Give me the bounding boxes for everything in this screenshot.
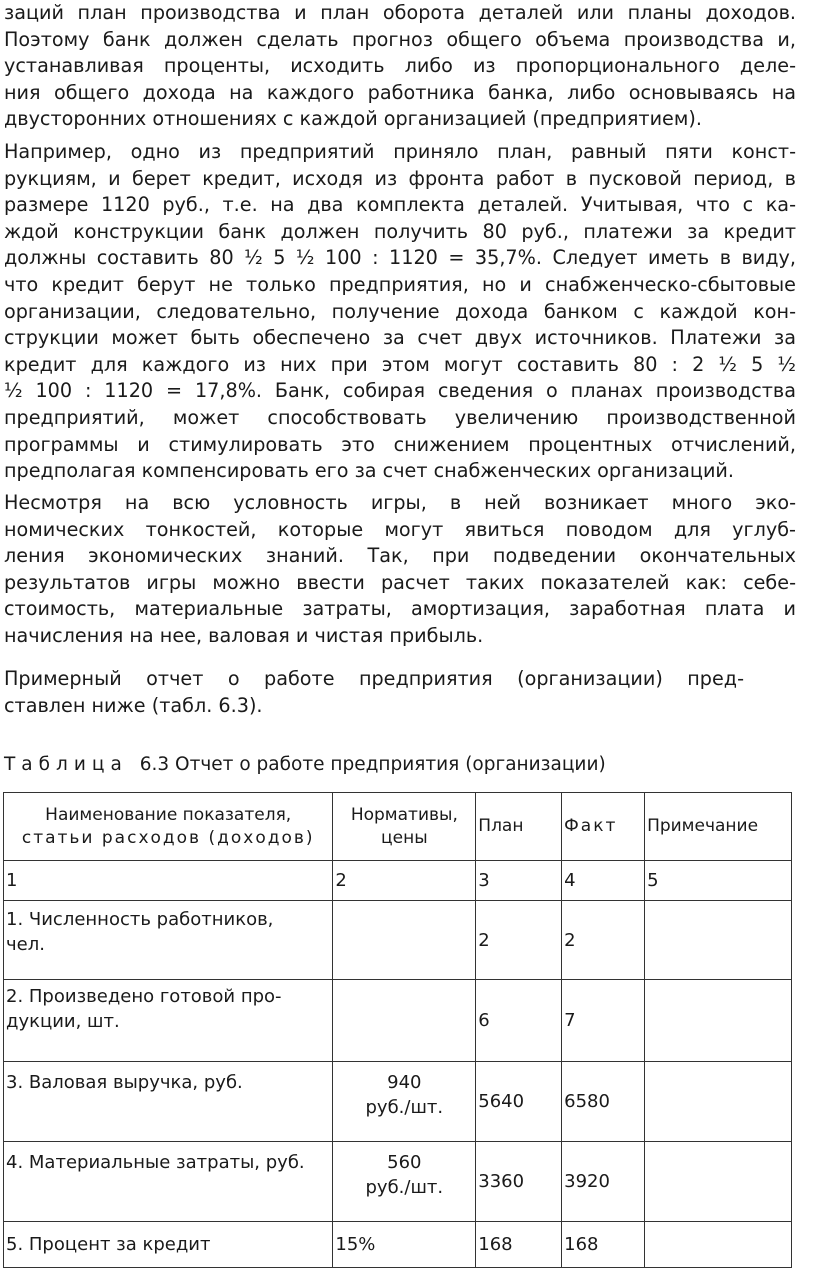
text-line: результатов игры можно ввести расчет таких показателей как: себе-	[4, 570, 796, 594]
table-cell: 2	[333, 861, 476, 901]
text-line: ждой конструкции банк должен получить 80 руб., платежи за кредит	[4, 219, 796, 243]
header-plan: План	[476, 793, 562, 861]
table-caption	[4, 752, 606, 778]
table-cell: 4	[562, 861, 645, 901]
header-fact: Факт	[562, 793, 645, 861]
table-caption-title: Отчет о работе предприятия (организации)	[175, 754, 606, 775]
text-line: размере 1120 руб., т.е. на два комплекта деталей. Учитывая, что с ка-	[4, 193, 796, 217]
text-line: организации, следовательно, получение дохода банком с каждой кон-	[4, 299, 796, 323]
table-row	[4, 1222, 792, 1268]
text-line: предполагая компенсировать его за счет снабженческих организаций.	[4, 459, 734, 483]
paragraph-1	[4, 0, 796, 133]
paragraph-3	[4, 490, 796, 650]
row-name-line: дукции, шт.	[6, 1011, 120, 1032]
row-plan: 2	[476, 901, 562, 980]
row-plan: 3360	[476, 1142, 562, 1222]
text-line: устанавливая проценты, исходить либо из пропорционального деле-	[4, 54, 796, 78]
row-norm	[333, 980, 476, 1062]
header-norms	[333, 793, 476, 861]
row-norm-line: 940	[387, 1072, 422, 1093]
row-name-line: 1. Численность работников,	[6, 909, 274, 930]
row-name-line: 3. Валовая выручка, руб.	[6, 1072, 243, 1093]
row-norm	[333, 1062, 476, 1142]
text-line: Например, одно из предприятий приняло план, равный пяти конст-	[4, 140, 796, 163]
row-name	[4, 901, 333, 980]
row-fact: 168	[562, 1222, 645, 1268]
header-norms-line-2: цены	[381, 827, 428, 848]
table-row	[4, 1062, 792, 1142]
row-norm: 15%	[333, 1222, 476, 1268]
table-cell: 5	[645, 861, 792, 901]
text-line: заций план производства и план оборота деталей или планы доходов.	[4, 1, 796, 24]
text-line: ния общего дохода на каждого работника банка, либо основываясь на	[4, 80, 796, 104]
text-line: должны составить 80 ½ 5 ½ 100 : 1120 = 35,7%. Следует иметь в виду,	[4, 246, 796, 270]
header-norms-line-1: Нормативы,	[350, 804, 458, 825]
text-line: Несмотря на всю условность игры, в ней возникает много эко-	[4, 491, 796, 514]
table-row	[4, 1142, 792, 1222]
header-indicator-line-2: статьи расходов (доходов)	[21, 827, 315, 848]
text-line: рукциям, и берет кредит, исходя из фронта работ в пусковой период, в	[4, 166, 796, 190]
row-name: 5. Процент за кредит	[4, 1222, 333, 1268]
text-line: кредит для каждого из них при этом могут составить 80 : 2 ½ 5 ½	[4, 352, 796, 376]
table-row	[4, 901, 792, 980]
table-caption-word: Таблица	[4, 754, 128, 775]
row-note	[645, 1062, 792, 1142]
row-name	[4, 1142, 333, 1222]
text-line: Поэтому банк должен сделать прогноз общего объема производства и,	[4, 27, 796, 51]
row-norm	[333, 901, 476, 980]
header-note: Примечание	[645, 793, 792, 861]
row-plan: 6	[476, 980, 562, 1062]
table-row	[4, 980, 792, 1062]
text-line: струкции может быть обеспечено за счет двух источников. Платежи за	[4, 326, 796, 350]
text-line: предприятий, может способствовать увеличению производственной	[4, 405, 796, 429]
header-indicator-line-1: Наименование показателя,	[45, 804, 292, 825]
row-name-line: чел.	[6, 934, 45, 955]
row-norm-line: 560	[387, 1152, 422, 1173]
row-fact: 6580	[562, 1062, 645, 1142]
row-norm	[333, 1142, 476, 1222]
row-fact: 7	[562, 980, 645, 1062]
text-line: начисления на нее, валовая и чистая прибыль.	[4, 623, 484, 647]
table-numbering-row	[4, 861, 792, 901]
text-line: ставлен ниже (табл. 6.3).	[4, 693, 263, 717]
text-line: ½ 100 : 1120 = 17,8%. Банк, собирая сведения о планах производства	[4, 379, 796, 403]
report-table	[3, 792, 792, 1268]
text-line: номических тонкостей, которые могут явиться поводом для углуб-	[4, 517, 796, 541]
row-plan: 5640	[476, 1062, 562, 1142]
row-name-line: 2. Произведено готовой про-	[6, 986, 282, 1007]
table-header-row	[4, 793, 792, 861]
row-norm-line: руб./шт.	[365, 1177, 444, 1198]
row-fact: 3920	[562, 1142, 645, 1222]
row-plan: 168	[476, 1222, 562, 1268]
row-fact: 2	[562, 901, 645, 980]
paragraph-4	[4, 666, 744, 719]
text-line: программы и стимулировать это снижением процентных отчислений,	[4, 432, 796, 456]
header-indicator	[4, 793, 333, 861]
row-name	[4, 1062, 333, 1142]
text-line: ления экономических знаний. Так, при подведении окончательных	[4, 544, 796, 568]
table-cell: 3	[476, 861, 562, 901]
text-line: двусторонних отношениях с каждой организацией (предприятием).	[4, 107, 702, 131]
row-note	[645, 901, 792, 980]
row-note	[645, 1142, 792, 1222]
row-name	[4, 980, 333, 1062]
paragraph-2	[4, 139, 796, 485]
row-note	[645, 980, 792, 1062]
text-line: стоимость, материальные затраты, амортизация, заработная плата и	[4, 597, 796, 621]
row-norm-line: руб./шт.	[365, 1097, 444, 1118]
table-caption-number: 6.3	[139, 754, 170, 775]
table-cell: 1	[4, 861, 333, 901]
row-name-line: 4. Материальные затраты, руб.	[6, 1152, 305, 1173]
text-line: Примерный отчет о работе предприятия (организации) пред-	[4, 667, 744, 690]
row-note	[645, 1222, 792, 1268]
text-line: что кредит берут не только предприятия, но и снабженческо-сбытовые	[4, 272, 796, 296]
